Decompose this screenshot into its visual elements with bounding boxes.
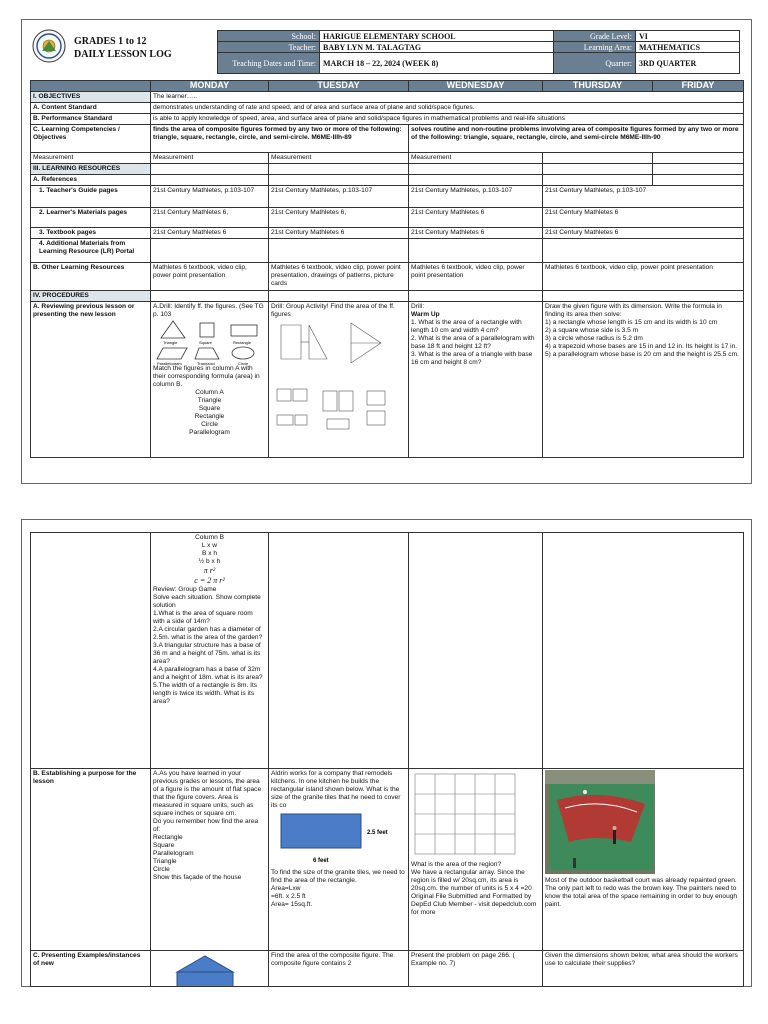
purpose-mon-item: Triangle <box>153 858 177 865</box>
deped-seal-icon <box>32 29 66 63</box>
other-tue: Mathletes 6 textbook, video clip, power point presentation, drawings of patterns, picture cards <box>269 263 409 291</box>
day-monday: MONDAY <box>151 81 269 92</box>
column-a-item: Circle <box>201 421 218 428</box>
measurement-fri <box>653 153 744 164</box>
grades-label: GRADES 1 to 12 <box>74 36 147 47</box>
lm-mon: 21st Century Mathletes 6, <box>151 208 269 228</box>
square-shape <box>200 323 214 337</box>
parallelogram-shape <box>157 348 187 359</box>
other-wed: Mathletes 6 textbook, video clip, power point presentation <box>409 263 543 291</box>
thursday-item: 1) a rectangle whose length is 15 cm and its width is 10 cm <box>545 319 718 326</box>
column-a-item: Parallelogram <box>189 429 230 436</box>
measurement-wed: Measurement <box>409 153 543 164</box>
establishing-purpose-label: B. Establishing a purpose for the lesson <box>31 769 151 951</box>
grade-label: Grade Level: <box>554 31 636 42</box>
purpose-mon-item: Parallelogram <box>153 850 194 857</box>
teachers-guide-label: 1. Teacher's Guide pages <box>31 186 151 208</box>
thursday-item: 5) a parallelogram whose base is 20 cm and the height is 25.5 cm. <box>545 351 739 358</box>
review-tuesday <box>269 302 409 458</box>
column-b-item: ½ b x h <box>198 558 221 565</box>
presenting-examples-label: C. Presenting Examples/instances of new <box>31 951 151 987</box>
purpose-wed-question: What is the area of the region? <box>411 861 502 868</box>
shapes-illustration <box>153 319 265 365</box>
tg-mon: 21st Century Mathletes, p.103-107 <box>151 186 269 208</box>
tg-wed: 21st Century Mathletes, p.103-107 <box>409 186 543 208</box>
dates-label: Teaching Dates and Time: <box>218 53 320 74</box>
purpose-wednesday <box>409 769 543 951</box>
quarter-label: Quarter: <box>554 53 636 74</box>
other-mon: Mathletes 6 textbook, video clip, power point presentation <box>151 263 269 291</box>
measurement-tue: Measurement <box>269 153 409 164</box>
tb-mon: 21st Century Mathletes 6 <box>151 228 269 239</box>
review-game-intro: Solve each situation. Show complete solution <box>153 594 261 609</box>
thursday-item: 3) a circle whose radius is 5.2 dm <box>545 335 643 342</box>
column-a-title: Column A <box>195 389 224 396</box>
trapezoid-shape <box>195 348 219 359</box>
purpose-thursday <box>543 769 744 951</box>
tuesday-drill: Drill: Group Activity! Find the area of the ff. figures <box>271 303 395 318</box>
competency-mon-tue: finds the area of composite figures formed by any two or more of the following: triangle, square, rectangle, circle, and semi-circle. M6ME-IIIh-89 <box>151 125 409 153</box>
review-wednesday <box>409 302 543 458</box>
review-item: 1.What is the area of square room with a side of 14m? <box>153 610 253 625</box>
warm-up-item: 1. What is the area of a rectangle with length 10 cm and width 4 cm? <box>411 319 522 334</box>
tb-tue: 21st Century Mathletes 6 <box>269 228 409 239</box>
day-thursday: THURSDAY <box>543 81 653 92</box>
purpose-mon-end: Show this façade of the house <box>153 874 242 881</box>
triangle-caption: Triangle <box>163 340 178 345</box>
reviewing-lesson-label: A. Reviewing previous lesson or presenting the new lesson <box>31 302 151 458</box>
purpose-tue-text: Aldrin works for a company that remodels kitchens. In one kitchen he builds the rectangular island shown below. What is the size of the granite tiles that he need to cover its co <box>271 770 401 809</box>
textbook-pages-label: 3. Textbook pages <box>31 228 151 239</box>
purpose-mon-question: Do you remember how find the area of: <box>153 818 259 833</box>
purpose-tue-calc: Area= 15sq.ft. <box>271 901 313 908</box>
column-a <box>153 389 266 437</box>
present-tuesday: Find the area of the composite figure. The composite figure contains 2 <box>269 951 409 987</box>
column-b-item: L x w <box>201 542 218 549</box>
purpose-tue-calc: Area=Lxw <box>271 885 301 892</box>
tg-tue: 21st Century Mathletes, p.103-107 <box>269 186 409 208</box>
rectangle-shape <box>231 325 257 336</box>
column-b-title: Column B <box>195 534 224 541</box>
dates-value: MARCH 18 – 22, 2024 (WEEK 8) <box>320 53 558 74</box>
competency-label: C. Learning Competencies / Objectives <box>31 125 151 153</box>
objectives-heading: I. OBJECTIVES <box>31 92 151 103</box>
purpose-mon-item: Square <box>153 842 175 849</box>
triangle-shape <box>161 321 185 338</box>
parallelogram-caption: Parallelogram <box>157 361 182 365</box>
purpose-monday <box>151 769 269 951</box>
present-wednesday: Present the problem on page 266. ( Example no. 7) <box>409 951 543 987</box>
teacher-value: BABY LYN M. TALAGTAG <box>320 42 558 53</box>
composite-figures-sketch <box>271 319 403 447</box>
wednesday-drill: Drill: <box>411 303 425 310</box>
objectives-intro: The learner….. <box>151 92 744 103</box>
rectangle-caption: Rectangle <box>233 340 252 345</box>
rect-height-label: 2.5 feet <box>367 830 388 836</box>
column-b-item: c = 2 π r² <box>194 576 225 585</box>
measurement-thu <box>543 153 653 164</box>
corner-cell <box>31 81 151 92</box>
performance-standard-label: B. Performance Standard <box>31 114 151 125</box>
school-label: School: <box>218 31 320 42</box>
purpose-mon-text: A.As you have learned in your previous grades or lessons, the area of a figure is the amount of flat space that the figure covers. Area is measured in square units, such as square inches or square cm. <box>153 770 262 817</box>
content-standard-text: demonstrates understanding of rate and speed, and of area and surface area of plane and solid/space figures. <box>151 103 744 114</box>
thursday-item: 4) a trapezoid whose bases are 15 in and 12 in. Its height is 17 in. <box>545 343 738 350</box>
column-b-item: B x h <box>201 550 218 557</box>
rect-width-label: 6 feet <box>313 858 329 864</box>
review-monday-continued <box>151 533 269 769</box>
lr-portal-label: 4. Additional Materials from Learning Resource (LR) Portal <box>31 239 151 263</box>
column-b-item: π r² <box>203 566 216 575</box>
tb-thu: 21st Century Mathletes 6 <box>543 228 744 239</box>
lm-tue: 21st Century Mathletes 6, <box>269 208 409 228</box>
column-a-item: Square <box>198 405 221 412</box>
day-tuesday: TUESDAY <box>269 81 409 92</box>
purpose-tuesday <box>269 769 409 951</box>
present-thursday: Given the dimensions shown below, what area should the workers use to calculate their supplies? <box>543 951 744 987</box>
lm-thu: 21st Century Mathletes 6 <box>543 208 744 228</box>
review-item: 3.A triangular structure has a base of 36 m and a height of 75m. what is its area? <box>153 642 261 665</box>
tg-thu: 21st Century Mathletes, p.103-107 <box>543 186 744 208</box>
purpose-wed-text: We have a rectangular array. Since the region is filled w/ 20sq.cm, its area is 20sq.cm. the number of units is 5 x 4 =20 <box>411 869 532 892</box>
purpose-mon-item: Rectangle <box>153 834 183 841</box>
tb-wed: 21st Century Mathletes 6 <box>409 228 543 239</box>
circle-caption: Circle <box>238 361 249 365</box>
resources-heading: III. LEARNING RESOURCES <box>31 164 151 175</box>
day-friday: FRIDAY <box>653 81 744 92</box>
review-item: 2.A circular garden has a diameter of 2.5m. what is the area of the garden? <box>153 626 263 641</box>
grade-value: VI <box>636 31 740 42</box>
competency-wed-thu: solves routine and non-routine problems involving area of composite figures formed by any two or more of the following: triangle, square, rectangle, circle, and semi-circle M6ME-IIIh-90 <box>409 125 744 153</box>
quarter-value: 3RD QUARTER <box>636 53 740 74</box>
purpose-mon-item: Circle <box>153 866 170 873</box>
depedclub-footer: Original File Submitted and Formatted by DepEd Club Member - visit depedclub.com for more <box>411 893 537 916</box>
teacher-label: Teacher: <box>218 42 320 53</box>
granite-island-diagram <box>271 810 407 866</box>
log-title <box>74 35 172 61</box>
measurement-label: Measurement <box>31 153 151 164</box>
review-monday <box>151 302 269 458</box>
lesson-log-table-continued <box>30 532 744 987</box>
square-caption: Square <box>199 340 212 345</box>
lesson-log-table <box>30 80 744 458</box>
monday-drill: A.Drill: Identify ff. the figures. (See TG p. 103 <box>153 303 264 318</box>
present-monday <box>151 951 269 987</box>
learners-materials-label: 2. Learner's Materials pages <box>31 208 151 228</box>
shape-figures <box>153 319 266 365</box>
circle-shape <box>232 347 254 359</box>
column-a-item: Rectangle <box>194 413 225 420</box>
purpose-tue-calc: =6ft. x 2.5 ft <box>271 893 306 900</box>
review-item: 5.The width of a rectangle is 8m. Its length is twice its width. What is its area? <box>153 682 258 705</box>
review-game-title: Review: Group Game <box>153 586 217 593</box>
thursday-item: 2) a square whose side is 3.5 m <box>545 327 639 334</box>
review-item: 4.A parallelogram has a base of 32m and a height of 18m. what is its area? <box>153 666 263 681</box>
basketball-court-photo <box>545 770 655 874</box>
page-two <box>21 519 752 987</box>
column-a-item: Triangle <box>197 397 222 404</box>
page-one <box>21 19 752 484</box>
review-thursday <box>543 302 744 458</box>
island-rectangle <box>281 814 361 848</box>
content-standard-label: A. Content Standard <box>31 103 151 114</box>
purpose-tue-explain: To find the size of the granite tiles, we need to find the area of the rectangle. <box>271 869 405 884</box>
thursday-intro: Draw the given figure with its dimension. Write the formula in finding its area then solve: <box>545 303 722 318</box>
monday-match: Match the figures in column A with their corresponding formula (area) in column B. <box>153 365 260 388</box>
other-thu: Mathletes 6 textbook, video clip, power point presentation <box>543 263 744 291</box>
rectangular-array-grid <box>411 770 521 858</box>
class-info-grid <box>553 30 740 74</box>
day-wednesday: WEDNESDAY <box>409 81 543 92</box>
other-resources-label: B. Other Learning Resources <box>31 263 151 291</box>
references-label: A. References <box>31 175 151 186</box>
performance-standard-text: is able to apply knowledge of speed, area, and surface area of plane and solid/space figures in mathematical problems and real-life situations <box>151 114 744 125</box>
lm-wed: 21st Century Mathletes 6 <box>409 208 543 228</box>
column-b <box>153 534 266 586</box>
daily-lesson-log-label: DAILY LESSON LOG <box>74 49 172 60</box>
area-value: MATHEMATICS <box>636 42 740 53</box>
area-label: Learning Area: <box>554 42 636 53</box>
school-value: HARIGUE ELEMENTARY SCHOOL <box>320 31 558 42</box>
purpose-thu-text: Most of the outdoor basketball court was already repainted green. The only part left to redo was the brown key. The painters need to know the total area of the space remaining in order to buy enough paint. <box>545 877 738 908</box>
trapezoid-caption: Trapezoid <box>197 361 215 365</box>
measurement-mon: Measurement <box>151 153 269 164</box>
school-info-grid <box>217 30 558 74</box>
house-facade-icon <box>171 954 241 987</box>
document-header <box>22 20 751 78</box>
warm-up-item: 2. What is the area of a parallelogram with base 18 ft and height 12 ft? <box>411 335 535 350</box>
procedures-heading: IV. PROCEDURES <box>31 291 151 302</box>
warm-up-item: 3. What is the area of a triangle with base 16 cm and height 8 cm? <box>411 351 533 366</box>
warm-up-title: Warm Up <box>411 311 440 318</box>
